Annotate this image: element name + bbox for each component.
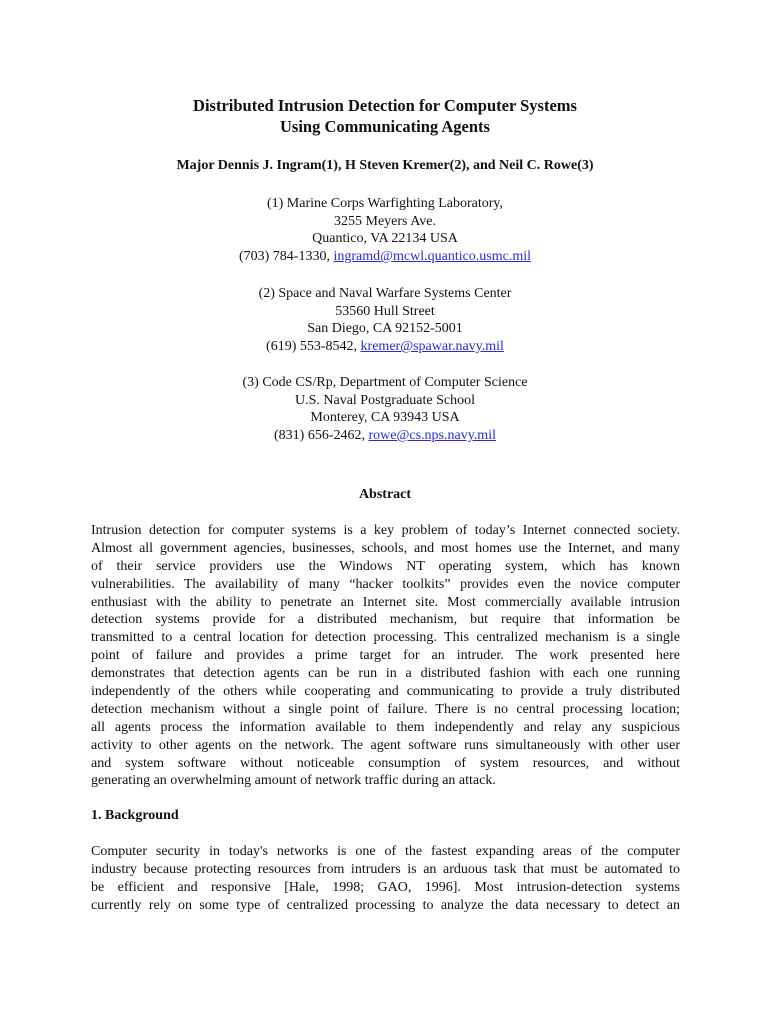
phone-number: (619) 553-8542, [266, 339, 361, 355]
email-link[interactable]: rowe@cs.nps.navy.mil [368, 428, 496, 444]
abstract-line: detection mechanism without a single point of failure. There is no central processing location; [91, 701, 680, 717]
background-line: be efficient and responsive [Hale, 1998; GAO, 1996]. Most intrusion-detection systems [91, 879, 680, 895]
abstract-line: vulnerabilities. The availability of many “hacker toolkits” provides even the novice computer [91, 576, 680, 592]
abstract-line: point of failure and provides a prime target for an intruder. The work presented here [91, 648, 680, 664]
paper-title [0, 95, 770, 137]
background-line: Computer security in today's networks is one of the fastest expanding areas of the computer [91, 844, 680, 859]
abstract-line: independently of the others while cooperating and communicating to provide a truly distributed [91, 684, 680, 700]
title-line-2: Using Communicating Agents [280, 117, 490, 136]
abstract-line: enthusiast with the ability to penetrate an Internet site. Most commercially available intrusion [91, 594, 680, 610]
title-line-1: Distributed Intrusion Detection for Computer Systems [193, 96, 577, 115]
affiliation-line: 3255 Meyers Ave. [334, 213, 436, 229]
affiliation-1 [0, 195, 770, 266]
affiliation-line: U.S. Naval Postgraduate School [294, 392, 476, 408]
background-line: currently rely on some type of centralized processing to analyze the data necessary to detect an [91, 897, 680, 913]
affiliation-contact [0, 338, 770, 356]
abstract-line: generating an overwhelming amount of network traffic during an attack. [91, 773, 496, 789]
background-line: industry because protecting resources from intruders is an arduous task that must be automated to [91, 861, 680, 877]
abstract-line: demonstrates that detection agents can be run in a distributed fashion with each one running [91, 666, 680, 682]
abstract-line: Intrusion detection for computer systems is a key problem of today’s Internet connected society. [91, 523, 680, 538]
affiliation-line: (3) Code CS/Rp, Department of Computer Science [242, 375, 528, 390]
section-heading-background: 1. Background [91, 808, 179, 823]
abstract-line: activity to other agents on the network. The agent software runs simultaneously with other user [91, 737, 680, 753]
affiliation-line: San Diego, CA 92152-5001 [307, 321, 463, 337]
abstract-line: detection systems provide for a distributed mechanism, but require that information be [91, 612, 680, 628]
affiliation-contact [0, 248, 770, 266]
affiliation-line: (1) Marine Corps Warfighting Laboratory, [266, 196, 504, 211]
phone-number: (831) 656-2462, [274, 428, 369, 444]
author-list: Major Dennis J. Ingram(1), H Steven Kremer(2), and Neil C. Rowe(3) [176, 158, 594, 173]
email-link[interactable]: ingramd@mcwl.quantico.usmc.mil [333, 249, 532, 265]
affiliation-line: Quantico, VA 22134 USA [312, 231, 458, 247]
abstract-heading: Abstract [358, 487, 412, 502]
affiliation-contact [0, 427, 770, 445]
abstract-line: of their service providers use the Windows NT operating system, which has known [91, 558, 680, 574]
abstract-line: transmitted to a central location for detection processing. This centralized mechanism is a single [91, 630, 680, 646]
abstract-line: Almost all government agencies, businesses, schools, and most homes use the Internet, and many [91, 540, 680, 556]
affiliation-line: (2) Space and Naval Warfare Systems Center [258, 286, 512, 301]
abstract-body [91, 522, 680, 790]
background-body [91, 843, 680, 915]
affiliation-line: 53560 Hull Street [335, 303, 435, 319]
affiliation-line: Monterey, CA 93943 USA [310, 410, 460, 426]
affiliation-3 [0, 374, 770, 445]
phone-number: (703) 784-1330, [238, 249, 334, 265]
email-link[interactable]: kremer@spawar.navy.mil [360, 339, 504, 355]
abstract-line: all agents process the information available to them independently and relay any suspicious [91, 719, 680, 735]
affiliation-2 [0, 285, 770, 356]
abstract-line: and system software without noticeable consumption of system resources, and without [91, 755, 680, 771]
